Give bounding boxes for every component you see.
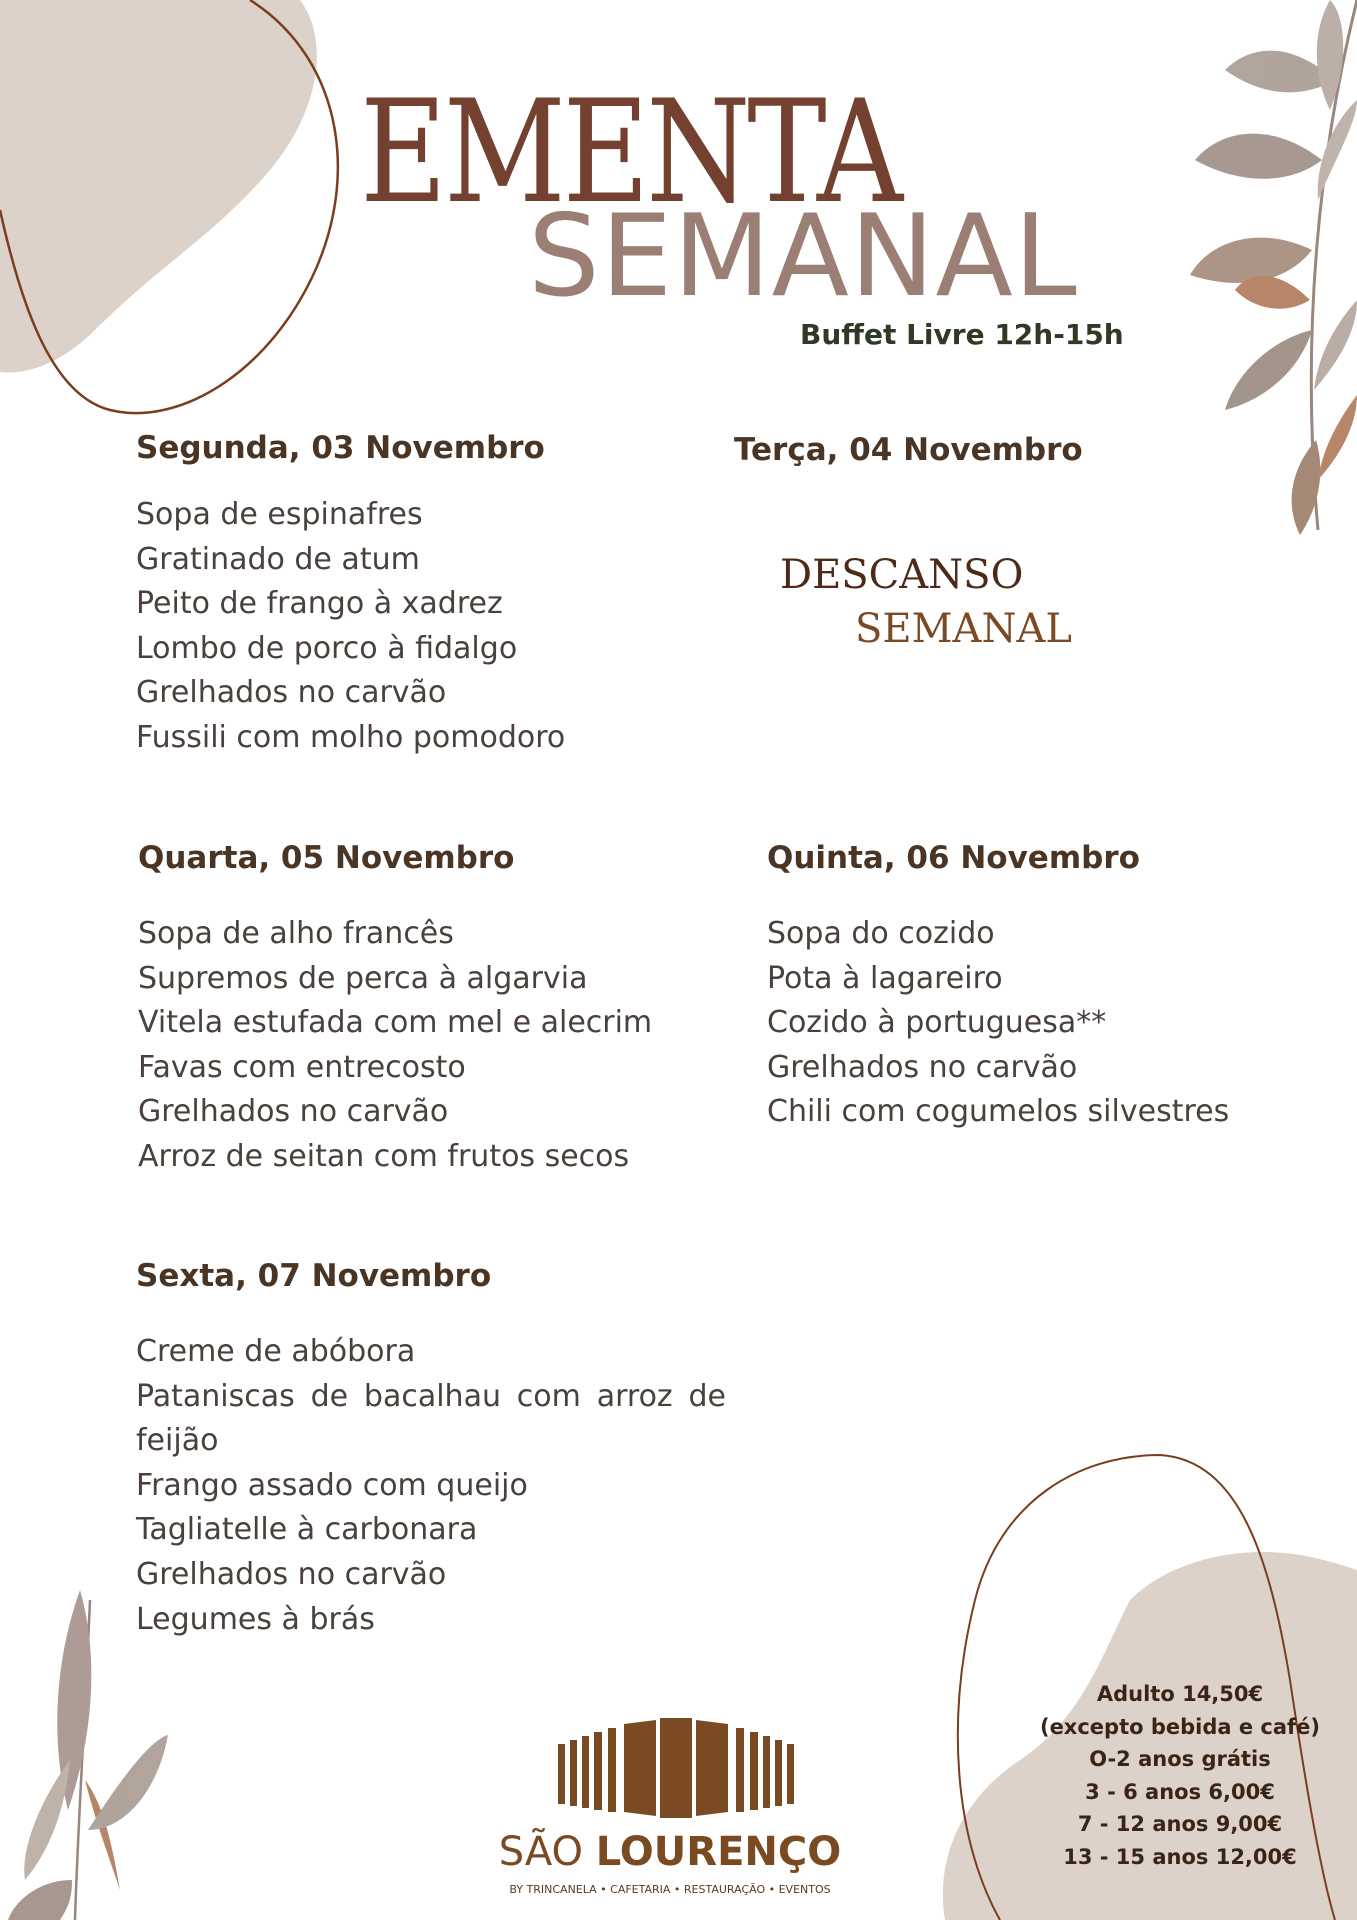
menu-item: Legumes à brás <box>136 1601 375 1637</box>
brand-name-part1: SÃO <box>498 1829 584 1875</box>
day-heading-tuesday: Terça, 04 Novembro <box>734 432 1083 468</box>
brand-name <box>480 1829 860 1875</box>
menu-list-thursday <box>767 912 1229 1135</box>
rest-notice-line2: SEMANAL <box>855 606 1072 652</box>
title-semanal: SEMANAL <box>528 190 1078 322</box>
menu-item: Pota à lagareiro <box>767 960 1003 996</box>
top-left-blob <box>0 0 317 373</box>
price-item: 7 - 12 anos 9,00€ <box>1077 1812 1283 1836</box>
menu-item: Grelhados no carvão <box>138 1094 449 1130</box>
menu-item: Tagliatelle à carbonara <box>136 1512 478 1548</box>
menu-list-wednesday <box>138 912 652 1180</box>
menu-item: Grelhados no carvão <box>136 675 447 711</box>
menu-item: Arroz de seitan com frutos secos <box>138 1138 630 1174</box>
menu-item: Pataniscas de bacalhau com arroz de feijão <box>136 1378 726 1459</box>
menu-list-friday <box>136 1330 736 1642</box>
price-item: (excepto bebida e café) <box>1039 1714 1321 1739</box>
day-heading-monday: Segunda, 03 Novembro <box>136 430 545 466</box>
price-item: O-2 anos grátis <box>1089 1747 1271 1771</box>
menu-item: Grelhados no carvão <box>767 1049 1078 1085</box>
menu-item: Frango assado com queijo <box>136 1467 528 1503</box>
menu-item: Gratinado de atum <box>136 541 420 577</box>
price-list <box>1000 1678 1357 1873</box>
buffet-hours: Buffet Livre 12h-15h <box>800 318 1124 351</box>
menu-list-monday <box>136 493 565 761</box>
menu-item: Lombo de porco à fidalgo <box>136 630 518 666</box>
rest-notice-line1: DESCANSO <box>780 552 1024 598</box>
menu-item: Vitela estufada com mel e alecrim <box>138 1005 653 1041</box>
menu-item: Sopa de alho francês <box>138 916 454 951</box>
menu-item: Chili com cogumelos silvestres <box>767 1094 1230 1130</box>
day-heading-thursday: Quinta, 06 Novembro <box>767 840 1140 876</box>
menu-item: Favas com entrecosto <box>138 1049 466 1085</box>
menu-item: Creme de abóbora <box>136 1334 416 1369</box>
day-heading-friday: Sexta, 07 Novembro <box>136 1258 492 1294</box>
menu-item: Sopa do cozido <box>767 916 995 951</box>
menu-item: Grelhados no carvão <box>136 1556 447 1592</box>
menu-item: Supremos de perca à algarvia <box>138 960 588 996</box>
menu-item: Fussili com molho pomodoro <box>136 719 566 755</box>
day-heading-wednesday: Quarta, 05 Novembro <box>138 840 515 876</box>
top-right-leaves-icon <box>1190 0 1357 535</box>
brand-name-part2: LOURENÇO <box>595 1829 842 1875</box>
brand-tagline: BY TRINCANELA • CAFETARIA • RESTAURAÇÃO • EVENTOS <box>509 1883 831 1896</box>
price-item: Adulto 14,50€ <box>1096 1682 1264 1706</box>
title-ementa: EMENTA <box>360 70 900 235</box>
menu-item: Peito de frango à xadrez <box>136 586 503 622</box>
building-logo-icon <box>556 1716 796 1824</box>
menu-item: Sopa de espinafres <box>136 497 423 532</box>
price-item: 3 - 6 anos 6,00€ <box>1085 1779 1275 1804</box>
price-item: 13 - 15 anos 12,00€ <box>1063 1844 1297 1869</box>
menu-item: Cozido à portuguesa** <box>767 1005 1107 1041</box>
